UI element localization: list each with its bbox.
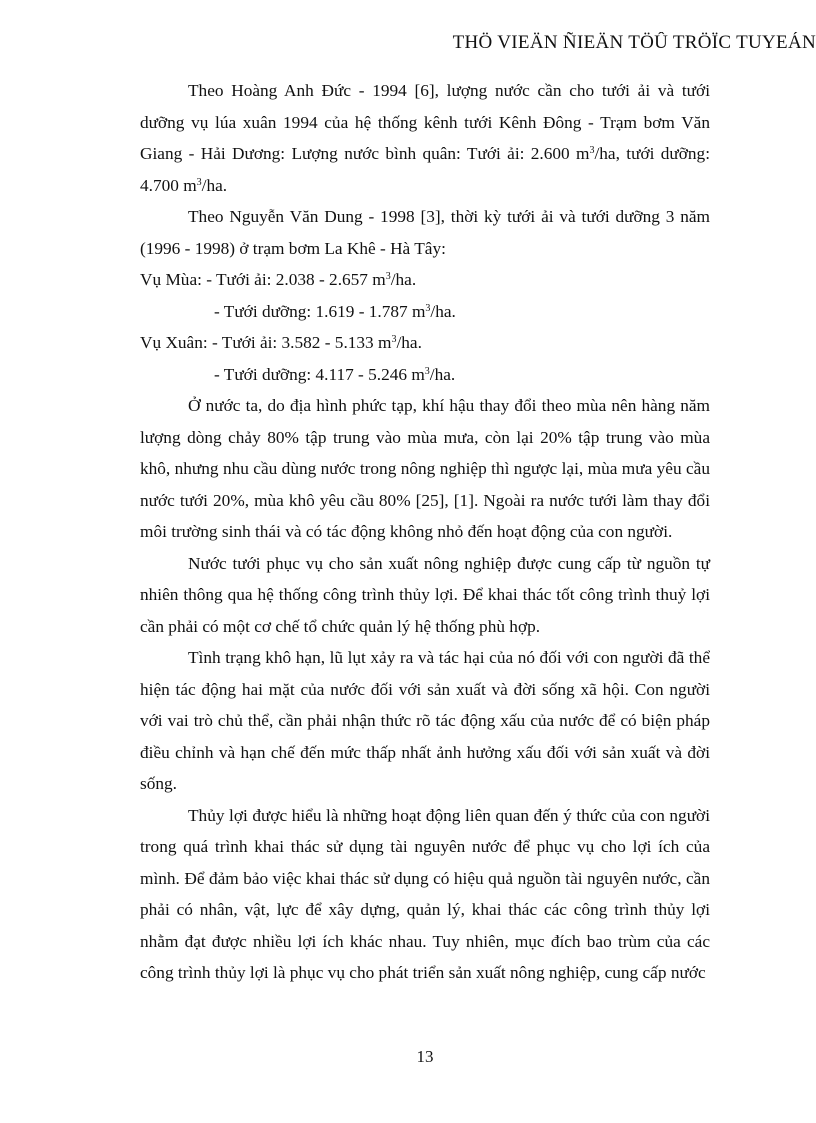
paragraph-hoang-anh-duc bbox=[140, 75, 710, 201]
line-text: - Tưới dưỡng: 1.619 - 1.787 m bbox=[214, 301, 426, 321]
paragraph-nuoc-tuoi: Nước tưới phục vụ cho sản xuất nông nghiệp được cung cấp từ nguồn tự nhiên thông qua hệ thống công trình thủy lợi. Để khai thác tốt công trình thuỷ lợi cần phải có một cơ chế tổ chức quản lý hệ thống phù hợp. bbox=[140, 553, 710, 636]
superscript: 3 bbox=[424, 365, 430, 377]
paragraph-nguyen-van-dung: Theo Nguyễn Văn Dung - 1998 [3], thời kỳ tưới ải và tưới dưỡng 3 năm (1996 - 1998) ở trạm bơm La Khê - Hà Tây: bbox=[140, 207, 710, 258]
paragraph-kho-han-lu-lut: Tình trạng khô hạn, lũ lụt xảy ra và tác hại của nó đối với con người đã thể hiện tác động hai mặt của nước đối với sản xuất và đời sống xã hội. Con người với vai trò chủ thể, cần phải nhận thức rõ tác động xấu của nước để có biện pháp điều chỉnh và hạn chế đến mức thấp nhất ảnh hưởng xấu đối với sản xuất và đời sống. bbox=[140, 648, 710, 793]
line-unit: /ha. bbox=[396, 333, 422, 352]
p1-text-mid: /ha, tưới dưỡng: 4.700 m bbox=[140, 144, 710, 195]
paragraph-thuy-loi: Thủy lợi được hiểu là những hoạt động liên quan đến ý thức của con người trong quá trình khai thác sử dụng tài nguyên nước để phục vụ cho lợi ích của mình. Để đảm bảo việc khai thác sử dụng có hiệu quả nguồn tài nguyên nước, cần phải có nhân, vật, lực để xây dựng, quản lý, khai thác các công trình thủy lợi nhằm đạt được nhiều lợi ích khác nhau. Tuy nhiên, mục đích bao trùm của các công trình thủy lợi là phục vụ cho phát triển sản xuất nông nghiệp, cung cấp nước bbox=[140, 805, 710, 982]
superscript: 3 bbox=[385, 271, 391, 282]
superscript: 3 bbox=[425, 302, 431, 314]
superscript: 3 bbox=[589, 145, 595, 156]
line-unit: /ha. bbox=[390, 270, 417, 289]
line-text: Vụ Mùa: - Tưới ải: 2.038 - 2.657 m bbox=[140, 270, 386, 289]
line-unit: /ha. bbox=[430, 301, 456, 321]
line-vu-mua-tuoi-duong bbox=[140, 296, 710, 328]
superscript: 3 bbox=[391, 334, 397, 345]
line-vu-xuan-tuoi-ai bbox=[140, 327, 710, 359]
p1-text-end: /ha. bbox=[201, 175, 228, 195]
document-body bbox=[140, 75, 710, 989]
line-vu-xuan-tuoi-duong bbox=[140, 359, 710, 391]
line-unit: /ha. bbox=[429, 364, 456, 384]
line-vu-mua-tuoi-ai bbox=[140, 264, 710, 296]
line-text: - Tưới dưỡng: 4.117 - 5.246 m bbox=[214, 364, 425, 384]
line-text: Vụ Xuân: - Tưới ải: 3.582 - 5.133 m bbox=[140, 333, 392, 352]
page-number: 13 bbox=[416, 1047, 434, 1066]
superscript: 3 bbox=[196, 176, 202, 188]
page-header: THÖ VIEÄN ÑIEÄN TÖÛ TRÖÏC TUYEÁN bbox=[452, 32, 816, 53]
paragraph-luong-dong-chay: Ở nước ta, do địa hình phức tạp, khí hậu thay đổi theo mùa nên hàng năm lượng dòng chảy 80% tập trung vào mùa mưa, còn lại 20% tập trung vào mùa khô, nhưng nhu cầu dùng nước trong nông nghiệp thì ngược lại, mùa mưa yêu cầu nước tưới 20%, mùa khô yêu cầu 80% [25], [1]. Ngoài ra nước tưới làm thay đổi môi trường sinh thái và có tác động không nhỏ đến hoạt động của con người. bbox=[140, 396, 710, 541]
p1-text-start: Theo Hoàng Anh Đức - 1994 [6], lượng nước cần cho tưới ải và tưới dưỡng vụ lúa xuân 1994 của hệ thống kênh tưới Kênh Đông - Trạm bơm Văn Giang - Hải Dương: Lượng nước bình quân: Tưới ải: 2.600 m bbox=[140, 81, 710, 163]
